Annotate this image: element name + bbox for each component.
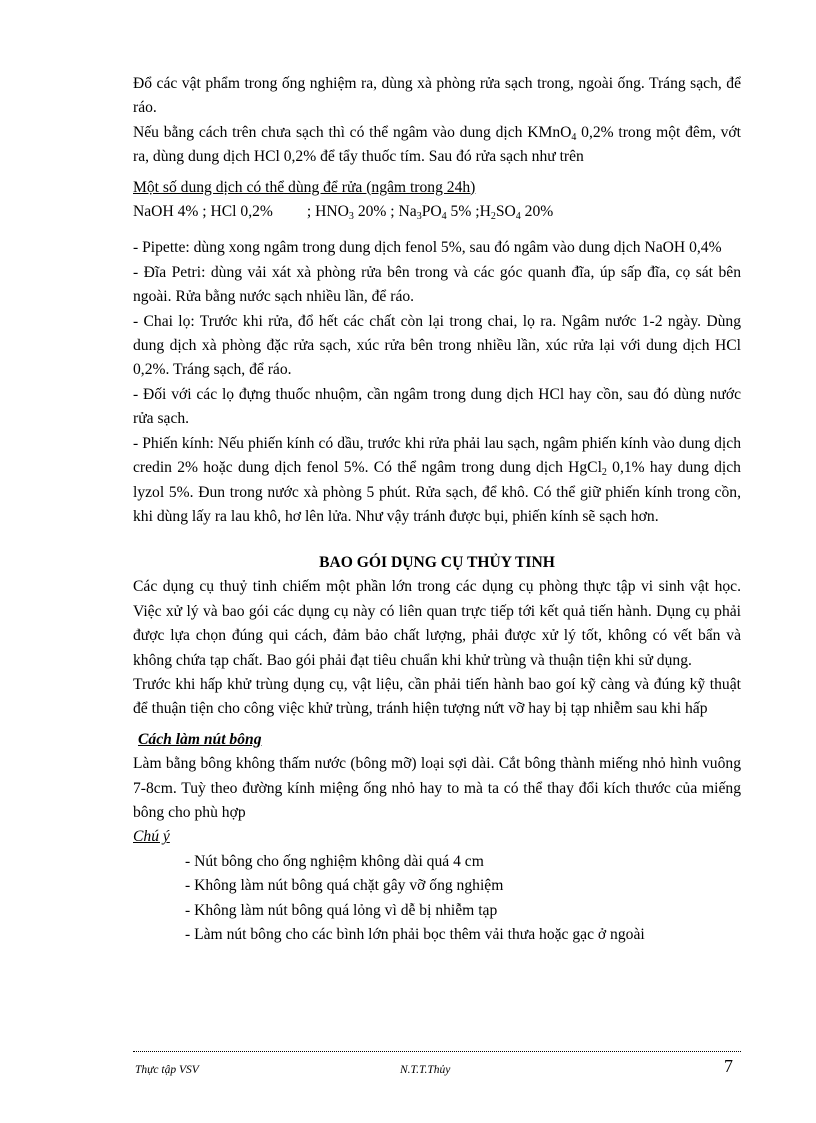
note-label: Chú ý [133,828,170,846]
note-item: - Làm nút bông cho các bình lớn phải bọc thêm vải thưa hoặc gạc ở ngoài [185,926,645,943]
paragraph-intro: Các dụng cụ thuỷ tinh chiếm một phần lớn trong các dụng cụ phòng thực tập vi sinh vật học. Việc xử lý và bao gói các dụng cụ này có liên quan trực tiếp tới kết quả tiến hành. Dụng cụ phải được lựa chọn đúng qui cách, đảm bảo chất lượng, phải được xử lý tốt, không có vết bẩn và không chứa tạp chất. Bao gói phải đạt tiêu chuẩn khi khử trùng và thuận tiện khi sử dụng. [133,578,741,669]
note-label-wrap [133,825,741,849]
page-content [133,72,741,947]
footer-divider [133,1051,741,1052]
solutions-list: NaOH 4% ; HCl 0,2% ; $HNO_3$ 20% ; $Na_3PO_4$ 5% $;H_2SO_4$ 20% [133,203,554,223]
paragraph-cotton-plug: Làm bằng bông không thấm nước (bông mỡ) loại sợi dài. Cắt bông thành miếng nhỏ hình vuông 7-8cm. Tuỳ theo đường kính miệng ống nhỏ hay to mà ta có thể thay đổi kích thước của miếng bông cho phù hợp [133,755,741,821]
paragraph-bottles: - Chai lọ: Trước khi rửa, đổ hết các chất còn lại trong chai, lọ ra. Ngâm nước 1-2 ngày. Dùng dung dịch xà phòng đặc rửa sạch, xúc rửa bên trong nhiều lần, xúc rửa lại với dung dịch HCl 0,2%. Tráng sạch, để ráo. [133,312,741,379]
paragraph-rinse-tubes: Đổ các vật phẩm trong ống nghiệm ra, dùng xà phòng rửa sạch trong, ngoài ống. Tráng sạch, để ráo. [133,75,741,117]
footer-course: Thực tập VSV [135,1064,199,1076]
subheading-wrap [133,728,741,752]
footer-author: N.T.T.Thủy [400,1064,451,1076]
paragraph-slides: - Phiến kính: Nếu phiến kính có dầu, trước khi rửa phải lau sạch, ngâm phiến kính vào dung dịch credin 2% hoặc dung dịch fenol 5%. Có thể ngâm trong dung dịch HgCl$_2$ 0,1% hay dung dịch lyzol 5%. Đun trong nước xà phòng 5 phút. Rửa sạch, để khô. Có thể giữ phiến kính trong cồn, khi dùng lấy ra lau khô, hơ lên lửa. Như vậy tránh được bụi, phiến kính sẽ sạch hơn. [133,434,741,525]
section-heading: BAO GÓI DỤNG CỤ THỦY TINH [319,554,555,572]
paragraph-stain-bottles: - Đối với các lọ đựng thuốc nhuộm, cần ngâm trong dung dịch HCl hay cồn, sau đó dùng nước rửa sạch. [133,385,741,428]
paragraph-before-sterilize: Trước khi hấp khử trùng dụng cụ, vật liệu, cần phải tiến hành bao goí kỹ càng và đúng kỹ thuật để thuận tiện cho công việc khử trùng, tránh hiện tượng nứt vỡ hay bị tạp nhiễm sau khi hấp [133,675,741,718]
note-item: - Nút bông cho ống nghiệm không dài quá 4 cm [185,852,484,870]
paragraph-pipette: - Pipette: dùng xong ngâm trong dung dịch fenol 5%, sau đó ngâm vào dung dịch NaOH 0,4% [133,239,722,257]
paragraph-petri: - Đĩa Petri: dùng vải xát xà phòng rửa bên trong và các góc quanh đĩa, úp sấp đĩa, cọ sát bên ngoài. Rửa bằng nước sạch nhiều lần, để ráo. [133,263,741,306]
page-footer [133,1058,741,1082]
note-item: - Không làm nút bông quá chặt gây vỡ ống nghiệm [185,877,504,895]
note-item: - Không làm nút bông quá lỏng vì dễ bị nhiễm tạp [185,901,498,919]
paragraph-kmno4: Nếu bằng cách trên chưa sạch thì có thể ngâm vào dung dịch KMnO$_4$ 0,2% trong một đêm, vớt ra, dùng dung dịch HCl 0,2% để tẩy thuốc tím. Sau đó rửa sạch như trên [133,123,741,166]
solutions-title: Một số dung dịch có thể dùng để rửa (ngâm trong 24h) [133,178,476,196]
subheading-cotton-plug: Cách làm nút bông [138,730,262,748]
page-number: 7 [724,1056,733,1076]
